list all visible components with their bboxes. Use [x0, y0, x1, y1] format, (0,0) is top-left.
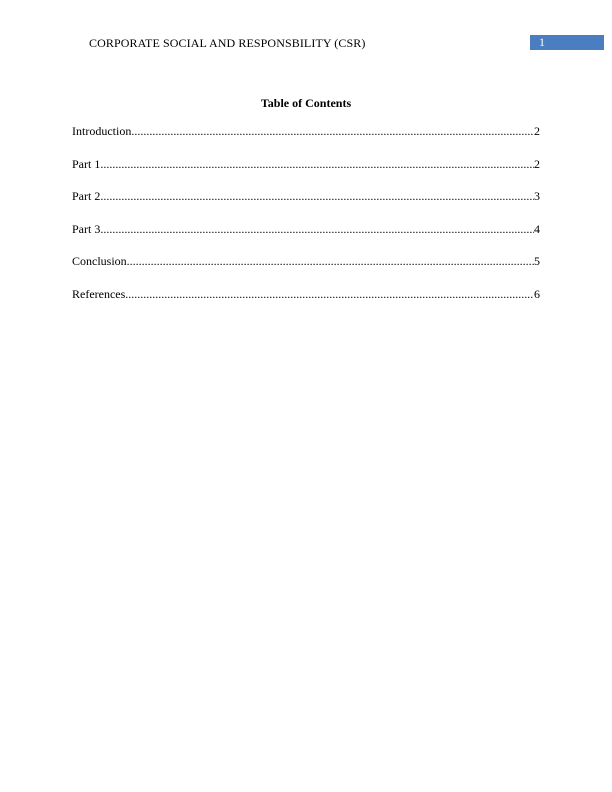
toc-entry-introduction[interactable]	[72, 123, 540, 139]
toc-entry-part-1[interactable]	[72, 156, 540, 172]
toc-entry-page: 2	[534, 124, 540, 138]
toc-entry-page: 6	[534, 286, 540, 301]
toc-entry-conclusion[interactable]	[72, 253, 540, 269]
toc-dot-leader	[100, 221, 534, 237]
running-header-title: CORPORATE SOCIAL AND RESPONSBILITY (CSR)	[89, 36, 366, 50]
toc-entry-label: Part 3	[72, 221, 101, 236]
toc-entry-label: References	[72, 286, 126, 301]
toc-entry-page: 5	[534, 254, 540, 269]
toc-entry-label: Introduction	[72, 124, 132, 138]
toc-dot-leader	[100, 156, 534, 172]
toc-entry-label: Part 2	[72, 189, 101, 204]
toc-entry-references[interactable]	[72, 286, 540, 302]
toc-dot-leader	[127, 253, 534, 269]
toc-entry-page: 3	[534, 189, 540, 204]
page-number-badge	[530, 35, 604, 50]
toc-entry-page: 4	[534, 221, 540, 236]
toc-entry-page: 2	[534, 156, 540, 171]
toc-dot-leader	[100, 188, 534, 204]
toc-entry-part-2[interactable]	[72, 188, 540, 204]
toc-entry-label: Part 1	[72, 156, 101, 171]
toc-heading: Table of Contents	[260, 96, 352, 110]
toc-entry-part-3[interactable]	[72, 221, 540, 237]
table-of-contents	[72, 123, 540, 319]
toc-entry-label: Conclusion	[72, 254, 127, 269]
page-number: 1	[539, 35, 545, 49]
toc-dot-leader	[125, 286, 534, 302]
toc-dot-leader	[131, 123, 534, 139]
